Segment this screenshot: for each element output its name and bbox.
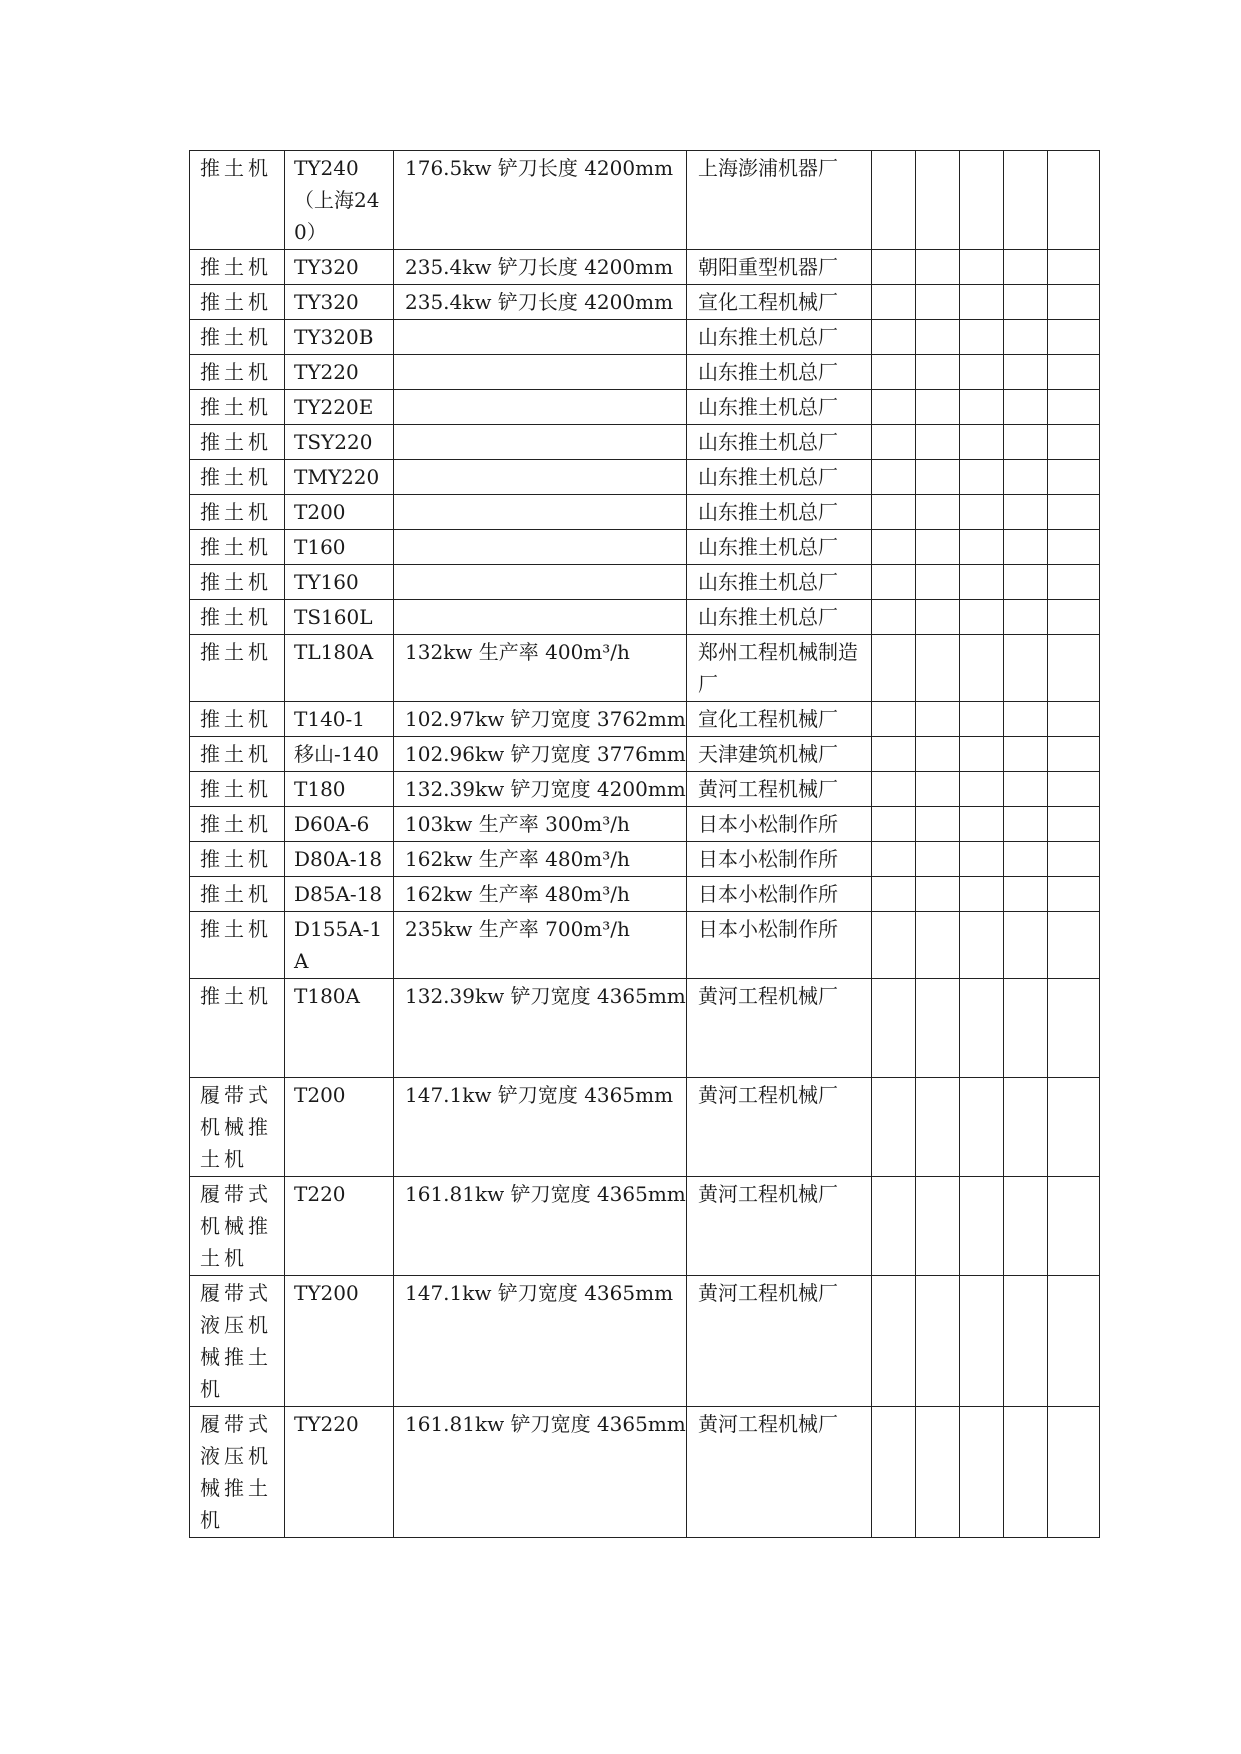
blank-cell (960, 1276, 1004, 1407)
blank-cell (1048, 355, 1100, 390)
blank-cell (1048, 1078, 1100, 1177)
manufacturer-cell: 郑州工程机械制造厂 (687, 635, 872, 702)
model-cell: D155A-1A (285, 912, 394, 979)
model-cell: TS160L (285, 600, 394, 635)
blank-cell (1048, 425, 1100, 460)
blank-cell (1004, 772, 1048, 807)
model-cell: TY320 (285, 250, 394, 285)
machine-type-cell: 推土机 (190, 320, 285, 355)
blank-cell (1048, 1177, 1100, 1276)
machine-type-cell: 履带式机械推土机 (190, 1177, 285, 1276)
blank-cell (960, 460, 1004, 495)
blank-cell (1048, 285, 1100, 320)
manufacturer-cell: 山东推土机总厂 (687, 460, 872, 495)
manufacturer-cell: 山东推土机总厂 (687, 425, 872, 460)
blank-cell (872, 390, 916, 425)
blank-cell (916, 390, 960, 425)
blank-cell (872, 979, 916, 1078)
blank-cell (1004, 320, 1048, 355)
blank-cell (1048, 1407, 1100, 1538)
blank-cell (872, 807, 916, 842)
blank-cell (1004, 250, 1048, 285)
spec-cell (394, 355, 687, 390)
blank-cell (872, 1177, 916, 1276)
blank-cell (1004, 285, 1048, 320)
spec-cell: 147.1kw 铲刀宽度 4365mm (394, 1276, 687, 1407)
blank-cell (1048, 979, 1100, 1078)
manufacturer-cell: 宣化工程机械厂 (687, 285, 872, 320)
model-cell: D80A-18 (285, 842, 394, 877)
blank-cell (960, 390, 1004, 425)
blank-cell (1048, 600, 1100, 635)
blank-cell (1048, 842, 1100, 877)
machine-type-cell: 推土机 (190, 877, 285, 912)
blank-cell (916, 425, 960, 460)
blank-cell (916, 495, 960, 530)
blank-cell (1004, 390, 1048, 425)
spec-cell (394, 390, 687, 425)
blank-cell (872, 1407, 916, 1538)
table-row (190, 1276, 1100, 1407)
blank-cell (916, 530, 960, 565)
blank-cell (872, 355, 916, 390)
blank-cell (916, 355, 960, 390)
blank-cell (916, 702, 960, 737)
table-row (190, 460, 1100, 495)
table-row (190, 250, 1100, 285)
blank-cell (916, 600, 960, 635)
model-cell: T140-1 (285, 702, 394, 737)
blank-cell (1004, 1177, 1048, 1276)
model-cell: T180A (285, 979, 394, 1078)
blank-cell (1004, 737, 1048, 772)
table-row (190, 425, 1100, 460)
blank-cell (1048, 460, 1100, 495)
machine-type-cell: 推土机 (190, 390, 285, 425)
blank-cell (916, 1177, 960, 1276)
blank-cell (960, 877, 1004, 912)
blank-cell (1048, 390, 1100, 425)
spec-cell: 235.4kw 铲刀长度 4200mm (394, 285, 687, 320)
model-cell: D60A-6 (285, 807, 394, 842)
blank-cell (1004, 912, 1048, 979)
machine-type-cell: 推土机 (190, 565, 285, 600)
table-row (190, 877, 1100, 912)
blank-cell (916, 737, 960, 772)
spec-cell: 176.5kw 铲刀长度 4200mm (394, 151, 687, 250)
spec-cell: 132.39kw 铲刀宽度 4365mm (394, 979, 687, 1078)
machine-type-cell: 推土机 (190, 979, 285, 1078)
spec-cell: 102.96kw 铲刀宽度 3776mm (394, 737, 687, 772)
machine-type-cell: 推土机 (190, 151, 285, 250)
blank-cell (1048, 1276, 1100, 1407)
machine-type-cell: 推土机 (190, 600, 285, 635)
blank-cell (872, 737, 916, 772)
blank-cell (1004, 355, 1048, 390)
machine-type-cell: 履带式液压机械推土机 (190, 1407, 285, 1538)
blank-cell (960, 1078, 1004, 1177)
manufacturer-cell: 山东推土机总厂 (687, 390, 872, 425)
machine-type-cell: 推土机 (190, 772, 285, 807)
table-row (190, 807, 1100, 842)
blank-cell (872, 1078, 916, 1177)
blank-cell (872, 772, 916, 807)
blank-cell (960, 635, 1004, 702)
blank-cell (1048, 807, 1100, 842)
blank-cell (916, 807, 960, 842)
machine-type-cell: 推土机 (190, 635, 285, 702)
blank-cell (1048, 250, 1100, 285)
machine-type-cell: 推土机 (190, 460, 285, 495)
blank-cell (916, 1407, 960, 1538)
machine-type-cell: 推土机 (190, 250, 285, 285)
blank-cell (916, 285, 960, 320)
manufacturer-cell: 黄河工程机械厂 (687, 979, 872, 1078)
spec-cell: 103kw 生产率 300m³/h (394, 807, 687, 842)
blank-cell (960, 320, 1004, 355)
table-row (190, 495, 1100, 530)
manufacturer-cell: 宣化工程机械厂 (687, 702, 872, 737)
table-row (190, 320, 1100, 355)
manufacturer-cell: 山东推土机总厂 (687, 530, 872, 565)
spec-cell: 235kw 生产率 700m³/h (394, 912, 687, 979)
manufacturer-cell: 山东推土机总厂 (687, 320, 872, 355)
blank-cell (1048, 530, 1100, 565)
machine-type-cell: 推土机 (190, 495, 285, 530)
spec-cell: 102.97kw 铲刀宽度 3762mm (394, 702, 687, 737)
model-cell: D85A-18 (285, 877, 394, 912)
table-row (190, 1078, 1100, 1177)
blank-cell (872, 702, 916, 737)
blank-cell (1004, 530, 1048, 565)
manufacturer-cell: 日本小松制作所 (687, 842, 872, 877)
blank-cell (1048, 772, 1100, 807)
manufacturer-cell: 天津建筑机械厂 (687, 737, 872, 772)
blank-cell (872, 495, 916, 530)
blank-cell (872, 635, 916, 702)
blank-cell (872, 250, 916, 285)
machine-type-cell: 推土机 (190, 285, 285, 320)
blank-cell (872, 320, 916, 355)
blank-cell (1004, 600, 1048, 635)
spec-cell: 161.81kw 铲刀宽度 4365mm (394, 1407, 687, 1538)
machine-type-cell: 推土机 (190, 807, 285, 842)
table-row (190, 842, 1100, 877)
blank-cell (1048, 320, 1100, 355)
blank-cell (1004, 702, 1048, 737)
blank-cell (1048, 635, 1100, 702)
spec-cell (394, 460, 687, 495)
equipment-table (189, 150, 1100, 1538)
blank-cell (916, 151, 960, 250)
blank-cell (960, 772, 1004, 807)
table-row (190, 600, 1100, 635)
blank-cell (872, 1276, 916, 1407)
machine-type-cell: 推土机 (190, 530, 285, 565)
spec-cell (394, 495, 687, 530)
blank-cell (960, 495, 1004, 530)
equipment-table-body (190, 151, 1100, 1538)
blank-cell (872, 285, 916, 320)
blank-cell (916, 635, 960, 702)
blank-cell (960, 842, 1004, 877)
manufacturer-cell: 日本小松制作所 (687, 912, 872, 979)
spec-cell (394, 600, 687, 635)
model-cell: TY320 (285, 285, 394, 320)
model-cell: 移山-140 (285, 737, 394, 772)
manufacturer-cell: 黄河工程机械厂 (687, 1078, 872, 1177)
blank-cell (916, 250, 960, 285)
blank-cell (960, 737, 1004, 772)
spec-cell (394, 530, 687, 565)
blank-cell (960, 979, 1004, 1078)
spec-cell (394, 565, 687, 600)
manufacturer-cell: 山东推土机总厂 (687, 355, 872, 390)
model-cell: TY240（上海240） (285, 151, 394, 250)
blank-cell (872, 912, 916, 979)
blank-cell (1048, 737, 1100, 772)
blank-cell (960, 285, 1004, 320)
blank-cell (916, 320, 960, 355)
blank-cell (916, 877, 960, 912)
blank-cell (960, 151, 1004, 250)
blank-cell (872, 565, 916, 600)
table-row (190, 737, 1100, 772)
spec-cell: 162kw 生产率 480m³/h (394, 877, 687, 912)
blank-cell (1048, 495, 1100, 530)
blank-cell (872, 530, 916, 565)
spec-cell: 132kw 生产率 400m³/h (394, 635, 687, 702)
blank-cell (872, 425, 916, 460)
blank-cell (916, 460, 960, 495)
blank-cell (872, 842, 916, 877)
spec-cell (394, 425, 687, 460)
machine-type-cell: 履带式机械推土机 (190, 1078, 285, 1177)
blank-cell (916, 1078, 960, 1177)
blank-cell (960, 912, 1004, 979)
table-row (190, 285, 1100, 320)
machine-type-cell: 推土机 (190, 355, 285, 390)
table-row (190, 702, 1100, 737)
blank-cell (960, 530, 1004, 565)
model-cell: TY160 (285, 565, 394, 600)
model-cell: TY220E (285, 390, 394, 425)
blank-cell (960, 1177, 1004, 1276)
table-row (190, 565, 1100, 600)
spec-cell: 235.4kw 铲刀长度 4200mm (394, 250, 687, 285)
machine-type-cell: 履带式液压机械推土机 (190, 1276, 285, 1407)
table-row (190, 635, 1100, 702)
blank-cell (872, 460, 916, 495)
model-cell: TY220 (285, 1407, 394, 1538)
model-cell: TSY220 (285, 425, 394, 460)
manufacturer-cell: 上海澎浦机器厂 (687, 151, 872, 250)
blank-cell (1004, 877, 1048, 912)
blank-cell (1004, 635, 1048, 702)
blank-cell (960, 807, 1004, 842)
blank-cell (960, 355, 1004, 390)
spec-cell: 162kw 生产率 480m³/h (394, 842, 687, 877)
blank-cell (960, 600, 1004, 635)
blank-cell (960, 1407, 1004, 1538)
blank-cell (916, 842, 960, 877)
blank-cell (916, 912, 960, 979)
table-row (190, 355, 1100, 390)
blank-cell (1004, 807, 1048, 842)
manufacturer-cell: 山东推土机总厂 (687, 565, 872, 600)
blank-cell (960, 425, 1004, 460)
blank-cell (960, 250, 1004, 285)
machine-type-cell: 推土机 (190, 842, 285, 877)
blank-cell (916, 979, 960, 1078)
blank-cell (1004, 979, 1048, 1078)
table-row (190, 390, 1100, 425)
manufacturer-cell: 黄河工程机械厂 (687, 1177, 872, 1276)
manufacturer-cell: 山东推土机总厂 (687, 600, 872, 635)
model-cell: TL180A (285, 635, 394, 702)
blank-cell (916, 1276, 960, 1407)
manufacturer-cell: 朝阳重型机器厂 (687, 250, 872, 285)
blank-cell (960, 565, 1004, 600)
manufacturer-cell: 黄河工程机械厂 (687, 772, 872, 807)
model-cell: TY200 (285, 1276, 394, 1407)
model-cell: TMY220 (285, 460, 394, 495)
blank-cell (960, 702, 1004, 737)
spec-cell: 161.81kw 铲刀宽度 4365mm (394, 1177, 687, 1276)
blank-cell (1048, 702, 1100, 737)
model-cell: T220 (285, 1177, 394, 1276)
blank-cell (1004, 1078, 1048, 1177)
table-row (190, 912, 1100, 979)
model-cell: T160 (285, 530, 394, 565)
machine-type-cell: 推土机 (190, 425, 285, 460)
machine-type-cell: 推土机 (190, 737, 285, 772)
table-row (190, 979, 1100, 1078)
manufacturer-cell: 山东推土机总厂 (687, 495, 872, 530)
blank-cell (1048, 877, 1100, 912)
blank-cell (872, 877, 916, 912)
blank-cell (1048, 151, 1100, 250)
spec-cell: 132.39kw 铲刀宽度 4200mm (394, 772, 687, 807)
blank-cell (872, 600, 916, 635)
model-cell: TY220 (285, 355, 394, 390)
machine-type-cell: 推土机 (190, 912, 285, 979)
manufacturer-cell: 黄河工程机械厂 (687, 1276, 872, 1407)
manufacturer-cell: 黄河工程机械厂 (687, 1407, 872, 1538)
blank-cell (916, 772, 960, 807)
blank-cell (1004, 495, 1048, 530)
table-row (190, 1177, 1100, 1276)
table-row (190, 151, 1100, 250)
machine-type-cell: 推土机 (190, 702, 285, 737)
table-row (190, 530, 1100, 565)
blank-cell (1004, 842, 1048, 877)
manufacturer-cell: 日本小松制作所 (687, 807, 872, 842)
model-cell: TY320B (285, 320, 394, 355)
table-row (190, 1407, 1100, 1538)
table-row (190, 772, 1100, 807)
blank-cell (872, 151, 916, 250)
manufacturer-cell: 日本小松制作所 (687, 877, 872, 912)
blank-cell (1004, 565, 1048, 600)
blank-cell (916, 565, 960, 600)
model-cell: T180 (285, 772, 394, 807)
blank-cell (1048, 565, 1100, 600)
blank-cell (1004, 1276, 1048, 1407)
blank-cell (1004, 425, 1048, 460)
model-cell: T200 (285, 495, 394, 530)
model-cell: T200 (285, 1078, 394, 1177)
blank-cell (1004, 151, 1048, 250)
spec-cell: 147.1kw 铲刀宽度 4365mm (394, 1078, 687, 1177)
spec-cell (394, 320, 687, 355)
blank-cell (1004, 1407, 1048, 1538)
blank-cell (1004, 460, 1048, 495)
blank-cell (1048, 912, 1100, 979)
